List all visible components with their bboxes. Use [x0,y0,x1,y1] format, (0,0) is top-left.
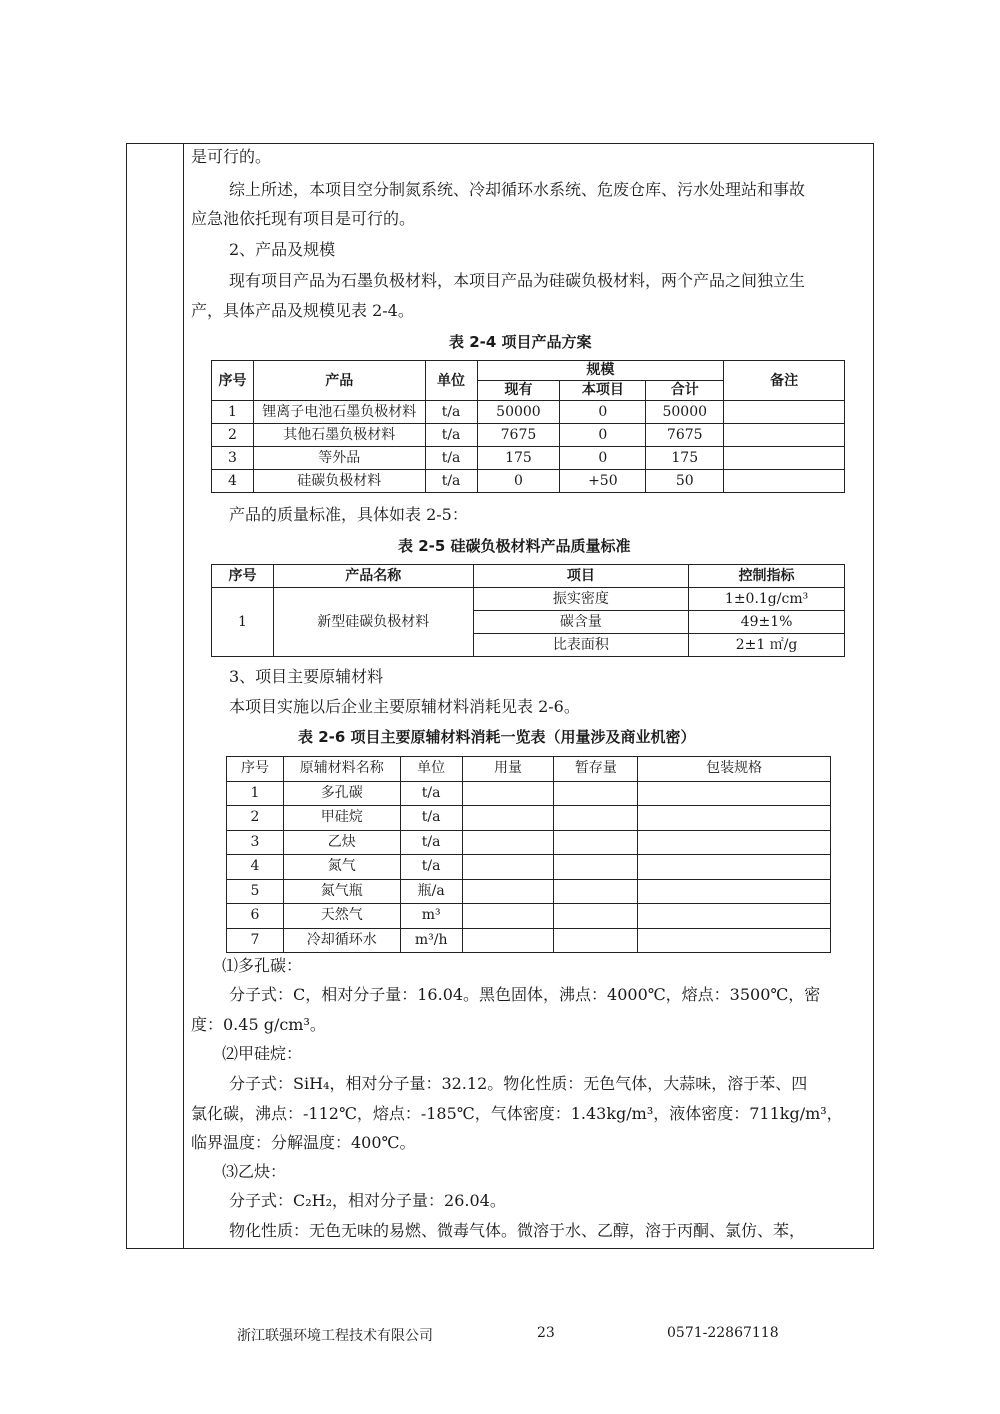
cell-unit: m³/h [400,928,462,953]
cell-usage [462,928,554,953]
cell-storage [554,855,638,880]
cell-name: 甲硅烷 [283,806,400,831]
cell-index: 49±1% [689,611,845,634]
cell-total: 175 [646,447,724,470]
table-2-4-caption: 表 2-4 项目产品方案 [449,333,592,351]
table-row [227,806,831,831]
paragraph-line: 本项目实施以后企业主要原辅材料消耗见表 2-6。 [229,697,580,716]
frame-left-column [183,144,184,1248]
cell-name: 新型硅碳负极材料 [273,588,473,657]
cell-existing: 0 [477,470,560,493]
header-item: 项目 [473,565,689,588]
cell-unit: t/a [400,806,462,831]
cell-unit: t/a [425,447,477,470]
cell-no: 2 [227,806,284,831]
footer-company: 浙江联强环境工程技术有限公司 [237,1328,433,1344]
header-no: 序号 [212,361,254,401]
cell-total: 50 [646,470,724,493]
cell-product: 等外品 [253,447,425,470]
table-row [227,928,831,953]
table-row [227,781,831,806]
cell-project: 0 [560,424,646,447]
cell-index: 2±1 ㎡/g [689,634,845,657]
cell-pack [638,781,831,806]
cell-product: 锂离子电池石墨负极材料 [253,401,425,424]
header-name: 产品名称 [273,565,473,588]
paragraph-line: 物化性质：无色无味的易燃、微毒气体。微溶于水、乙醇，溶于丙酮、氯仿、苯， [229,1221,806,1240]
cell-name: 氮气 [283,855,400,880]
table-row [227,830,831,855]
header-name: 原辅材料名称 [283,757,400,782]
paragraph-line: 应急池依托现有项目是可行的。 [191,209,416,228]
cell-item: 振实密度 [473,588,689,611]
cell-no: 3 [212,447,254,470]
cell-storage [554,904,638,929]
paragraph-line: 分子式：SiH₄，相对分子量：32.12。物化性质：无色气体，大蒜味，溶于苯、四 [229,1074,808,1093]
cell-storage [554,781,638,806]
cell-existing: 7675 [477,424,560,447]
cell-no: 1 [212,588,274,657]
cell-pack [638,830,831,855]
paragraph-line: 临界温度：分解温度：400℃。 [191,1133,416,1152]
table-row [212,588,845,611]
cell-no: 6 [227,904,284,929]
table-2-4 [211,360,845,493]
paragraph-line: 现有项目产品为石墨负极材料，本项目产品为硅碳负极材料，两个产品之间独立生 [229,271,806,290]
header-existing: 现有 [477,381,560,401]
header-no: 序号 [212,565,274,588]
cell-usage [462,855,554,880]
cell-no: 7 [227,928,284,953]
cell-unit: 瓶/a [400,879,462,904]
cell-note [724,447,845,470]
cell-project: +50 [560,470,646,493]
table-2-6 [226,756,831,953]
cell-no: 4 [212,470,254,493]
cell-storage [554,879,638,904]
cell-product: 其他石墨负极材料 [253,424,425,447]
cell-pack [638,904,831,929]
cell-no: 5 [227,879,284,904]
paragraph-line: 氯化碳，沸点：-112℃，熔点：-185℃，气体密度：1.43kg/m³，液体密度：711kg/m³， [191,1104,843,1123]
cell-unit: m³ [400,904,462,929]
cell-product: 硅碳负极材料 [253,470,425,493]
cell-name: 乙炔 [283,830,400,855]
cell-no: 4 [227,855,284,880]
paragraph-line: 产品的质量标准，具体如表 2-5： [229,505,468,524]
header-index: 控制指标 [689,565,845,588]
cell-name: 天然气 [283,904,400,929]
cell-usage [462,806,554,831]
table-2-5-caption: 表 2-5 硅碳负极材料产品质量标准 [398,537,631,555]
table-row [227,855,831,880]
cell-unit: t/a [425,401,477,424]
table-row [227,904,831,929]
cell-pack [638,928,831,953]
table-2-5 [211,564,845,657]
header-unit: 单位 [425,361,477,401]
cell-existing: 50000 [477,401,560,424]
cell-item: 比表面积 [473,634,689,657]
header-note: 备注 [724,361,845,401]
cell-project: 0 [560,447,646,470]
cell-note [724,470,845,493]
header-unit: 单位 [400,757,462,782]
cell-pack [638,855,831,880]
footer-phone: 0571-22867118 [667,1325,779,1341]
cell-note [724,424,845,447]
cell-item: 碳含量 [473,611,689,634]
cell-name: 多孔碳 [283,781,400,806]
cell-unit: t/a [425,424,477,447]
cell-project: 0 [560,401,646,424]
cell-name: 氮气瓶 [283,879,400,904]
header-total: 合计 [646,381,724,401]
cell-usage [462,781,554,806]
cell-existing: 175 [477,447,560,470]
material-heading: ⑵甲硅烷： [222,1044,303,1063]
paragraph-line: 产，具体产品及规模见表 2-4。 [191,301,414,320]
cell-total: 7675 [646,424,724,447]
cell-unit: t/a [400,781,462,806]
header-usage: 用量 [462,757,554,782]
material-heading: ⑶乙炔： [222,1162,287,1181]
cell-storage [554,806,638,831]
cell-name: 冷却循环水 [283,928,400,953]
paragraph-line: 度：0.45 g/cm³。 [191,1015,326,1034]
cell-pack [638,806,831,831]
header-storage: 暂存量 [554,757,638,782]
footer-page-number: 23 [537,1325,555,1341]
cell-total: 50000 [646,401,724,424]
paragraph-line: 分子式：C₂H₂，相对分子量：26.04。 [229,1191,506,1210]
cell-usage [462,904,554,929]
table-row [227,879,831,904]
cell-storage [554,830,638,855]
cell-unit: t/a [400,855,462,880]
table-2-6-caption: 表 2-6 项目主要原辅材料消耗一览表（用量涉及商业机密） [298,728,696,746]
cell-usage [462,830,554,855]
cell-usage [462,879,554,904]
header-project: 本项目 [560,381,646,401]
header-product: 产品 [253,361,425,401]
paragraph-line: 分子式：C，相对分子量：16.04。黑色固体，沸点：4000℃，熔点：3500℃，密 [229,985,821,1004]
cell-pack [638,879,831,904]
cell-no: 2 [212,424,254,447]
cell-note [724,401,845,424]
table-row [212,424,845,447]
paragraph-line: 综上所述，本项目空分制氮系统、冷却循环水系统、危废仓库、污水处理站和事故 [229,180,806,199]
cell-storage [554,928,638,953]
section-heading: 3、项目主要原辅材料 [229,667,384,686]
cell-unit: t/a [425,470,477,493]
material-heading: ⑴多孔碳： [222,956,303,975]
section-heading: 2、产品及规模 [229,240,336,259]
cell-no: 1 [212,401,254,424]
paragraph-line: 是可行的。 [191,147,272,166]
cell-no: 3 [227,830,284,855]
cell-unit: t/a [400,830,462,855]
header-pack: 包装规格 [638,757,831,782]
cell-index: 1±0.1g/cm³ [689,588,845,611]
cell-no: 1 [227,781,284,806]
table-row [212,401,845,424]
table-row [212,447,845,470]
header-scale: 规模 [477,361,724,381]
header-no: 序号 [227,757,284,782]
table-row [212,470,845,493]
